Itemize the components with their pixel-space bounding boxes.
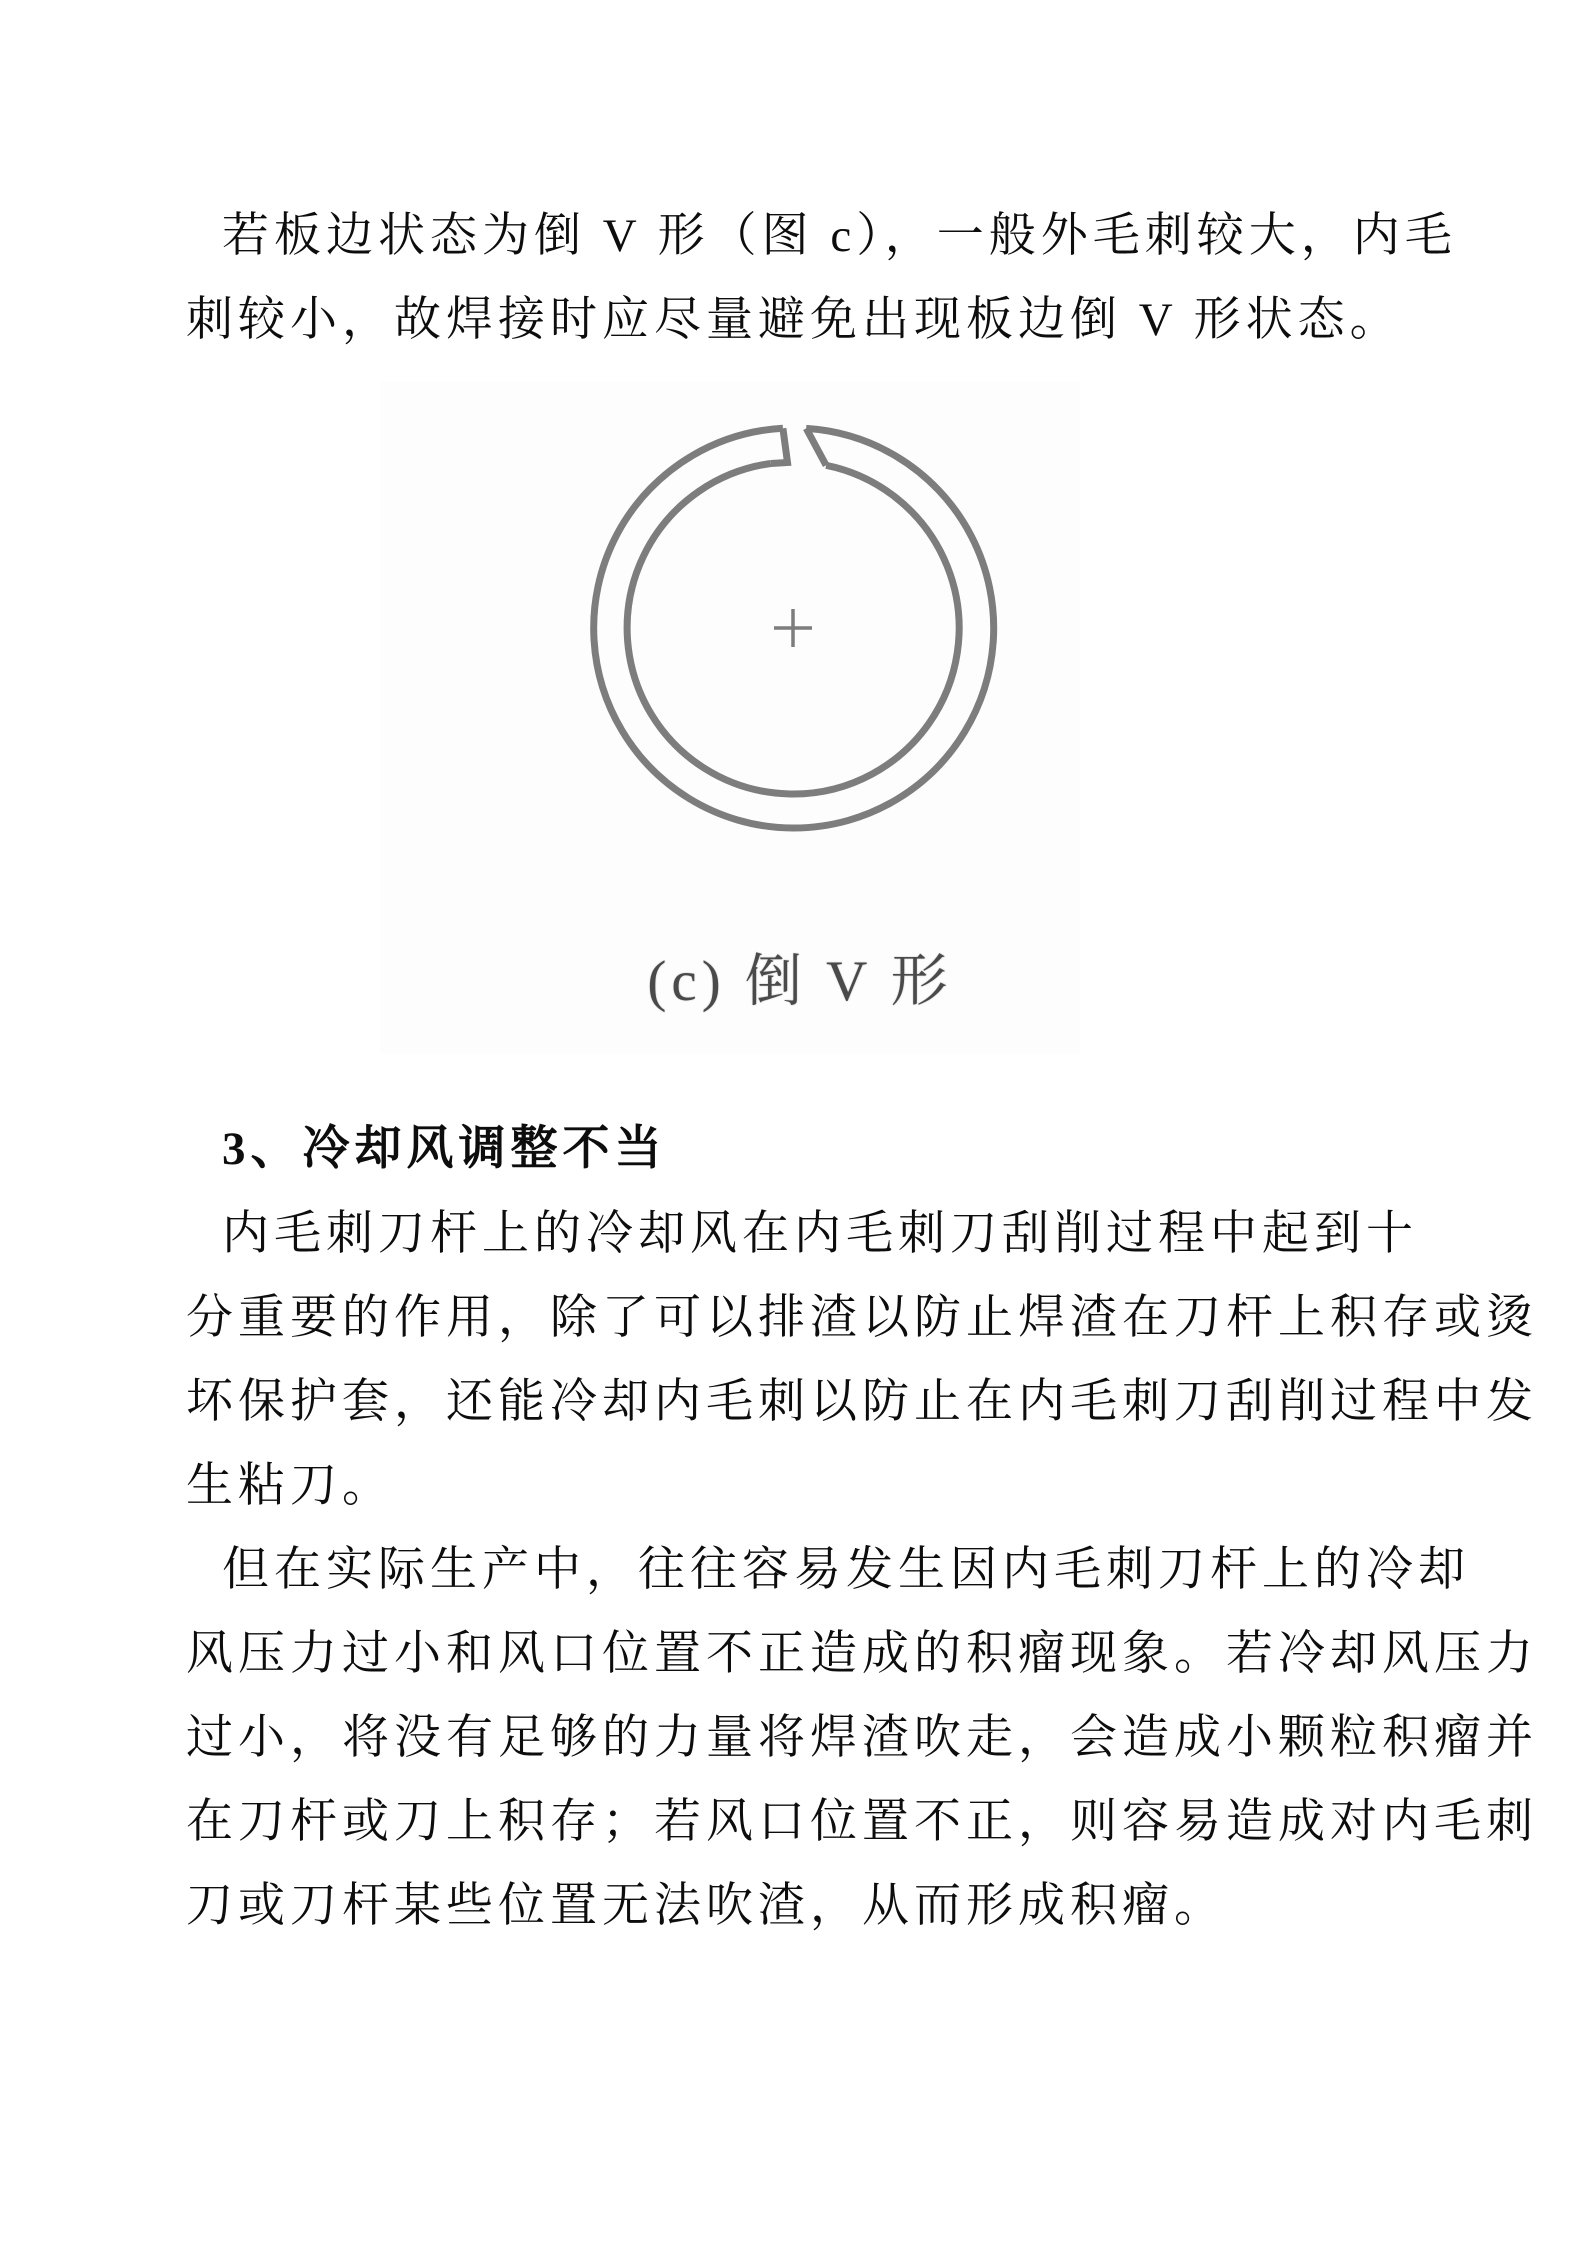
text-line: 在刀杆或刀上积存；若风口位置不正，则容易造成对内毛刺 — [186, 1796, 1538, 1848]
text-line: 刀或刀杆某些位置无法吹渣，从而形成积瘤。 — [186, 1880, 1226, 1932]
section-heading — [186, 1107, 1466, 1191]
center-cross-mark — [774, 609, 812, 647]
figure-inverted-v-shape — [380, 382, 1080, 1054]
text-line: 若板边状态为倒 V 形（图 c），一般外毛刺较大，内毛 — [222, 210, 1457, 262]
text-line: 刺较小，故焊接时应尽量避免出现板边倒 V 形状态。 — [186, 294, 1402, 346]
figure-caption: (c) 倒 V 形 — [647, 950, 953, 1013]
paragraph-cooling-air-problems — [186, 1528, 1538, 1948]
text-line: 但在实际生产中，往往容易发生因内毛刺刀杆上的冷却 — [222, 1544, 1470, 1596]
text-line: 坏保护套，还能冷却内毛刺以防止在内毛刺刀刮削过程中发 — [186, 1376, 1538, 1428]
gap-left-edge — [771, 428, 788, 463]
pipe-cross-section-diagram — [555, 392, 1045, 862]
heading-text: 3、冷却风调整不当 — [222, 1123, 667, 1175]
text-line: 过小，将没有足够的力量将焊渣吹走，会造成小颗粒积瘤并 — [186, 1712, 1538, 1764]
paragraph-plate-edge — [186, 194, 1466, 362]
text-line: 生粘刀。 — [186, 1460, 394, 1512]
text-line: 风压力过小和风口位置不正造成的积瘤现象。若冷却风压力 — [186, 1628, 1538, 1680]
gap-right-edge — [806, 428, 826, 465]
text-line: 内毛刺刀杆上的冷却风在内毛刺刀刮削过程中起到十 — [222, 1208, 1418, 1260]
text-line: 分重要的作用，除了可以排渣以防止焊渣在刀杆上积存或烫 — [186, 1292, 1538, 1344]
paragraph-cooling-air-role — [186, 1192, 1538, 1528]
